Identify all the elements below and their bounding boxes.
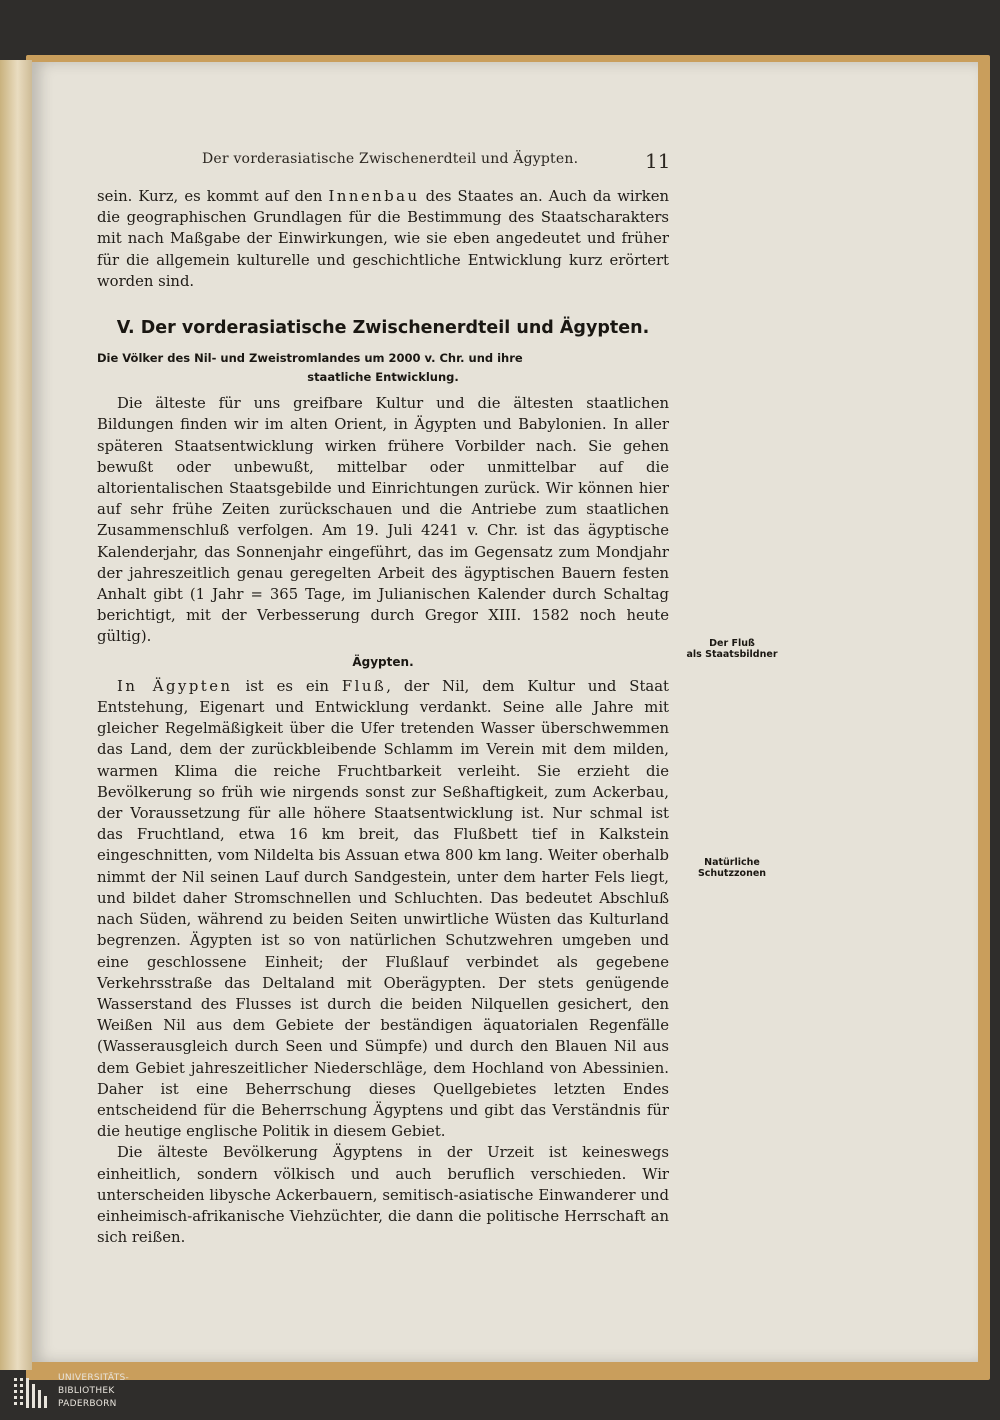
egypt-text-body: , der Nil, dem Kultur und Staat Entstehung, Eigenart und Entwicklung verdankt. Seine alle Jahre mit gleicher Regelmäßigkeit über die Ufer tretenden Wasser überschwemmen das Land, dem der zurückbleibende Schlamm im Verein mit dem milden, warmen Klima die reiche Fruchtbarkeit verleiht. Sie erzieht die Bevölkerung so früh wie nirgends sonst zur Seßhaftigkeit, zum Ackerbau, der Voraussetzung für alle höhere Staatsentwicklung ist. Nur schmal ist das Fruchtland, etwa 16 km breit, das Flußbett tief in Kalkstein eingeschnitten, vom Nildelta bis Assuan etwa 800 km lang. Weiter oberhalb nimmt der Nil seinen Lauf durch Sandgestein, unter dem harter Fels liegt, und bildet daher Stromschnellen und Schluchten. Das bedeutet Abschluß nach Süden, während zu beiden Seiten unwirtliche Wüsten das Kulturland begrenzen. Ägypten ist so von natürlichen Schutzwehren umgeben und eine geschlossene Einheit; der Flußlauf verbindet als gegebene Verkehrsstraße das Deltaland mit Oberägypten. Der stets genügende Wasserstand des Flusses ist durch die beiden Nilquellen gesichert, den Weißen Nil aus dem Gebiete der beständigen äquatorialen Regenfälle (Wasserausgleich durch Seen und Sümpfe) und durch den Blauen Nil aus dem Gebiet jahreszeitlicher Niederschläge, dem Hochland von Abessinien. Daher ist eine Beherrschung dieses Quellgebietes letzten Endes entscheidend für die Beherrschung Ägyptens und gibt das Verständnis für die heutige englische Politik in diesem Gebiet.: [97, 677, 669, 1141]
margin-note-river-line-2: als Staatsbildner: [686, 649, 778, 660]
section-subtitle: [97, 349, 669, 387]
intro-text-start: sein. Kurz, es kommt auf den: [97, 188, 329, 205]
subheading-egypt: Ägypten.: [352, 654, 414, 669]
margin-note-river: [676, 638, 788, 660]
paragraph-population: Die älteste Bevölkerung Ägyptens in der Urzeit ist keineswegs einheitlich, sondern völkisch und auch beruflich verschieden. Wir unterscheiden libysche Ackerbauern, semitisch-asiatische Einwanderer und einheimisch-afrikanische Viehzüchter, die dann die politische Herrschaft an sich reißen.: [97, 1144, 669, 1247]
subtitle-line-1: Die Völker des Nil- und Zweistromlandes um 2000 v. Chr. und ihre: [97, 351, 523, 366]
spaced-in-aegypten: In Ägypten: [117, 677, 233, 695]
paragraph-egypt-nile: [97, 676, 669, 1142]
logo-line-1: UNIVERSITÄTS-: [58, 1373, 130, 1383]
margin-note-protection: [684, 857, 780, 879]
running-title: Der vorderasiatische Zwischenerdteil und Ägypten.: [202, 151, 579, 167]
logo-line-2: BIBLIOTHEK: [58, 1386, 115, 1396]
intro-spaced-word: Innenbau: [328, 188, 420, 205]
spaced-fluss: Fluß: [341, 677, 387, 695]
margin-note-protection-line-2: Schutzzonen: [697, 868, 767, 879]
margin-note-river-line-1: Der Fluß: [709, 638, 755, 649]
intro-paragraph: [97, 186, 669, 292]
left-page-edge: [0, 60, 32, 1370]
main-text-column: [97, 186, 669, 1248]
intro-text-end: des Staates an. Auch da wirken die geographischen Grundlagen für die Bestimmung des Staatscharakters mit nach Maßgabe der Einwirkungen, wie sie eben angedeutet und früher für die allgemein kulturelle und geschichtliche Entwicklung kurz erörtert worden sind.: [97, 188, 669, 290]
section-title: V. Der vorderasiatische Zwischenerdteil und Ägypten.: [116, 318, 650, 339]
logo-line-3: PADERBORN: [58, 1399, 117, 1409]
paragraph-oldest-culture: Die älteste für uns greifbare Kultur und die ältesten staatlichen Bildungen finden wir im alten Orient, in Ägypten und Babylonien. In aller späteren Staatsentwicklung wirken frühere Vorbilder nach. Sie gehen bewußt oder unbewußt, mittelbar oder unmittelbar auf die altorientalischen Staatsgebilde und Einrichtungen zurück. Wir können hier auf sehr frühe Zeiten zurückschauen und die Antriebe zum staatlichen Zusammenschluß verfolgen. Am 19. Juli 4241 v. Chr. ist das ägyptische Kalenderjahr, das Sonnenjahr eingeführt, das im Gegensatz zum Mondjahr der jahreszeitlich genau geregelten Arbeit des ägyptischen Bauern festen Anhalt gibt (1 Jahr = 365 Tage, im Julianischen Kalender durch Schaltag berichtigt, mit der Verbesserung durch Gregor XIII. 1582 noch heute gültig).: [97, 395, 669, 646]
library-logo: [12, 1372, 172, 1416]
egypt-text-join: ist es ein: [232, 677, 342, 695]
library-logo-text: [58, 1372, 172, 1411]
subtitle-line-2: staatliche Entwicklung.: [307, 370, 459, 385]
page-number: 11: [645, 149, 671, 173]
library-logo-icon: [12, 1374, 48, 1414]
margin-note-protection-line-1: Natürliche: [704, 857, 760, 868]
